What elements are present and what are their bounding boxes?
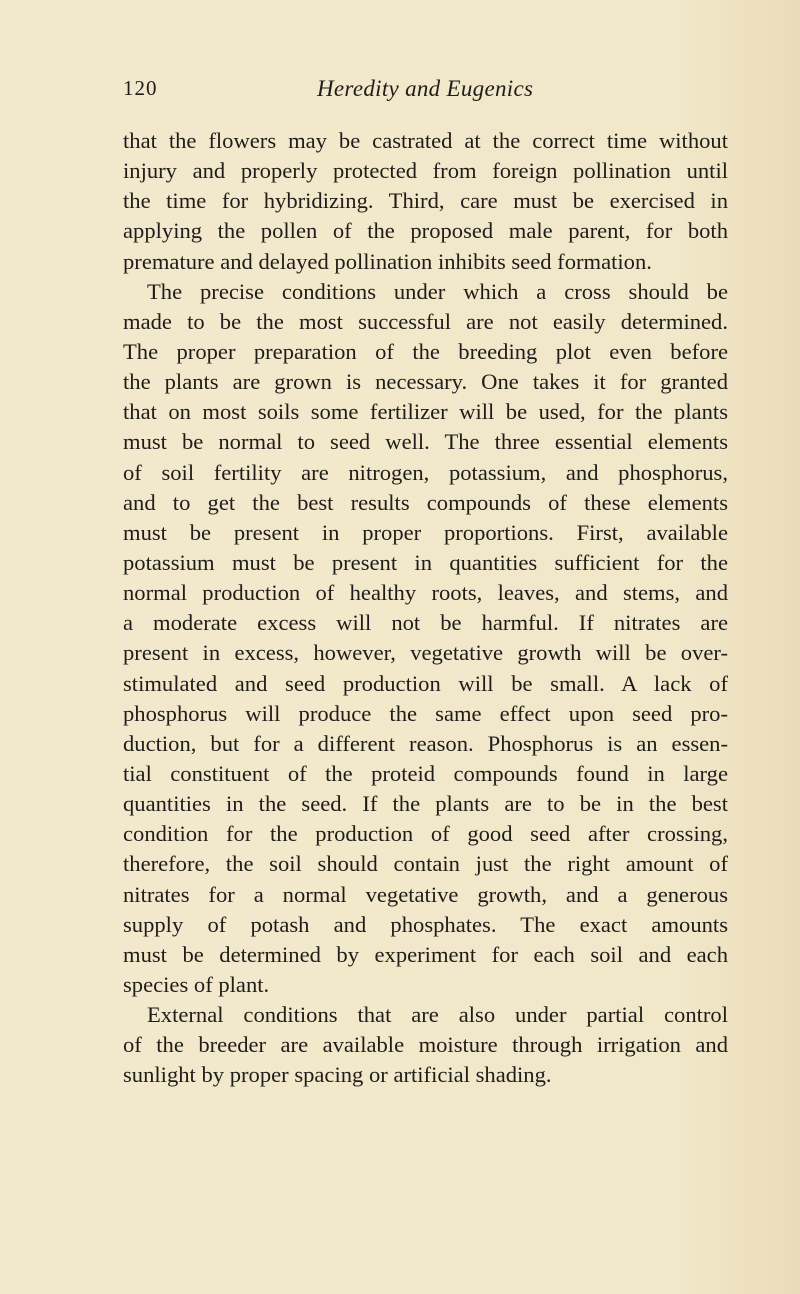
text-line: sunlight by proper spacing or artificial shading. [123, 1062, 552, 1088]
text-line: potassium must be present in quantities sufficient for the [123, 549, 728, 575]
text-line: injury and properly protected from foreign pollination until [123, 158, 728, 184]
text-line: normal production of healthy roots, leaves, and stems, and [123, 580, 728, 606]
text-line: supply of potash and phosphates. The exact amounts [123, 911, 728, 937]
text-line: applying the pollen of the proposed male parent, for both [123, 218, 728, 244]
text-line: condition for the production of good seed after crossing, [123, 821, 728, 847]
text-line: must be determined by experiment for each soil and each [123, 941, 728, 967]
text-line: made to be the most successful are not easily determined. [123, 308, 728, 334]
text-line: present in excess, however, vegetative growth will be over- [123, 640, 728, 666]
text-line: phosphorus will produce the same effect upon seed pro- [123, 700, 728, 726]
running-head [123, 76, 728, 108]
text-line: a moderate excess will not be harmful. If nitrates are [123, 610, 728, 636]
text-line: must be normal to seed well. The three essential elements [123, 429, 728, 455]
text-line: that the flowers may be castrated at the correct time without [123, 128, 728, 153]
text-line: that on most soils some fertilizer will be used, for the plants [123, 399, 728, 425]
page-number: 120 [123, 76, 158, 100]
body-text [123, 126, 728, 1091]
text-line: the time for hybridizing. Third, care must be exercised in [123, 188, 728, 214]
running-title: Heredity and Eugenics [317, 76, 534, 101]
text-line: The proper preparation of the breeding plot even before [123, 338, 728, 364]
text-line: of soil fertility are nitrogen, potassium, and phosphorus, [123, 459, 728, 485]
text-line: stimulated and seed production will be small. A lack of [123, 670, 728, 696]
text-line: species of plant. [123, 971, 270, 997]
text-line: must be present in proper proportions. First, available [123, 519, 728, 545]
text-line: The precise conditions under which a cross should be [147, 278, 728, 304]
text-line: premature and delayed pollination inhibits seed formation. [123, 248, 652, 274]
text-line: the plants are grown is necessary. One takes it for granted [123, 369, 728, 395]
text-line: nitrates for a normal vegetative growth, and a generous [123, 881, 728, 907]
text-line: and to get the best results compounds of these elements [123, 489, 728, 515]
text-line: tial constituent of the proteid compounds found in large [123, 760, 728, 786]
text-line: duction, but for a different reason. Phosphorus is an essen- [123, 730, 728, 756]
text-line: quantities in the seed. If the plants are to be in the best [123, 791, 728, 817]
text-line: External conditions that are also under partial control [147, 1002, 728, 1028]
text-line: of the breeder are available moisture through irrigation and [123, 1032, 728, 1058]
text-line: therefore, the soil should contain just the right amount of [123, 851, 728, 877]
